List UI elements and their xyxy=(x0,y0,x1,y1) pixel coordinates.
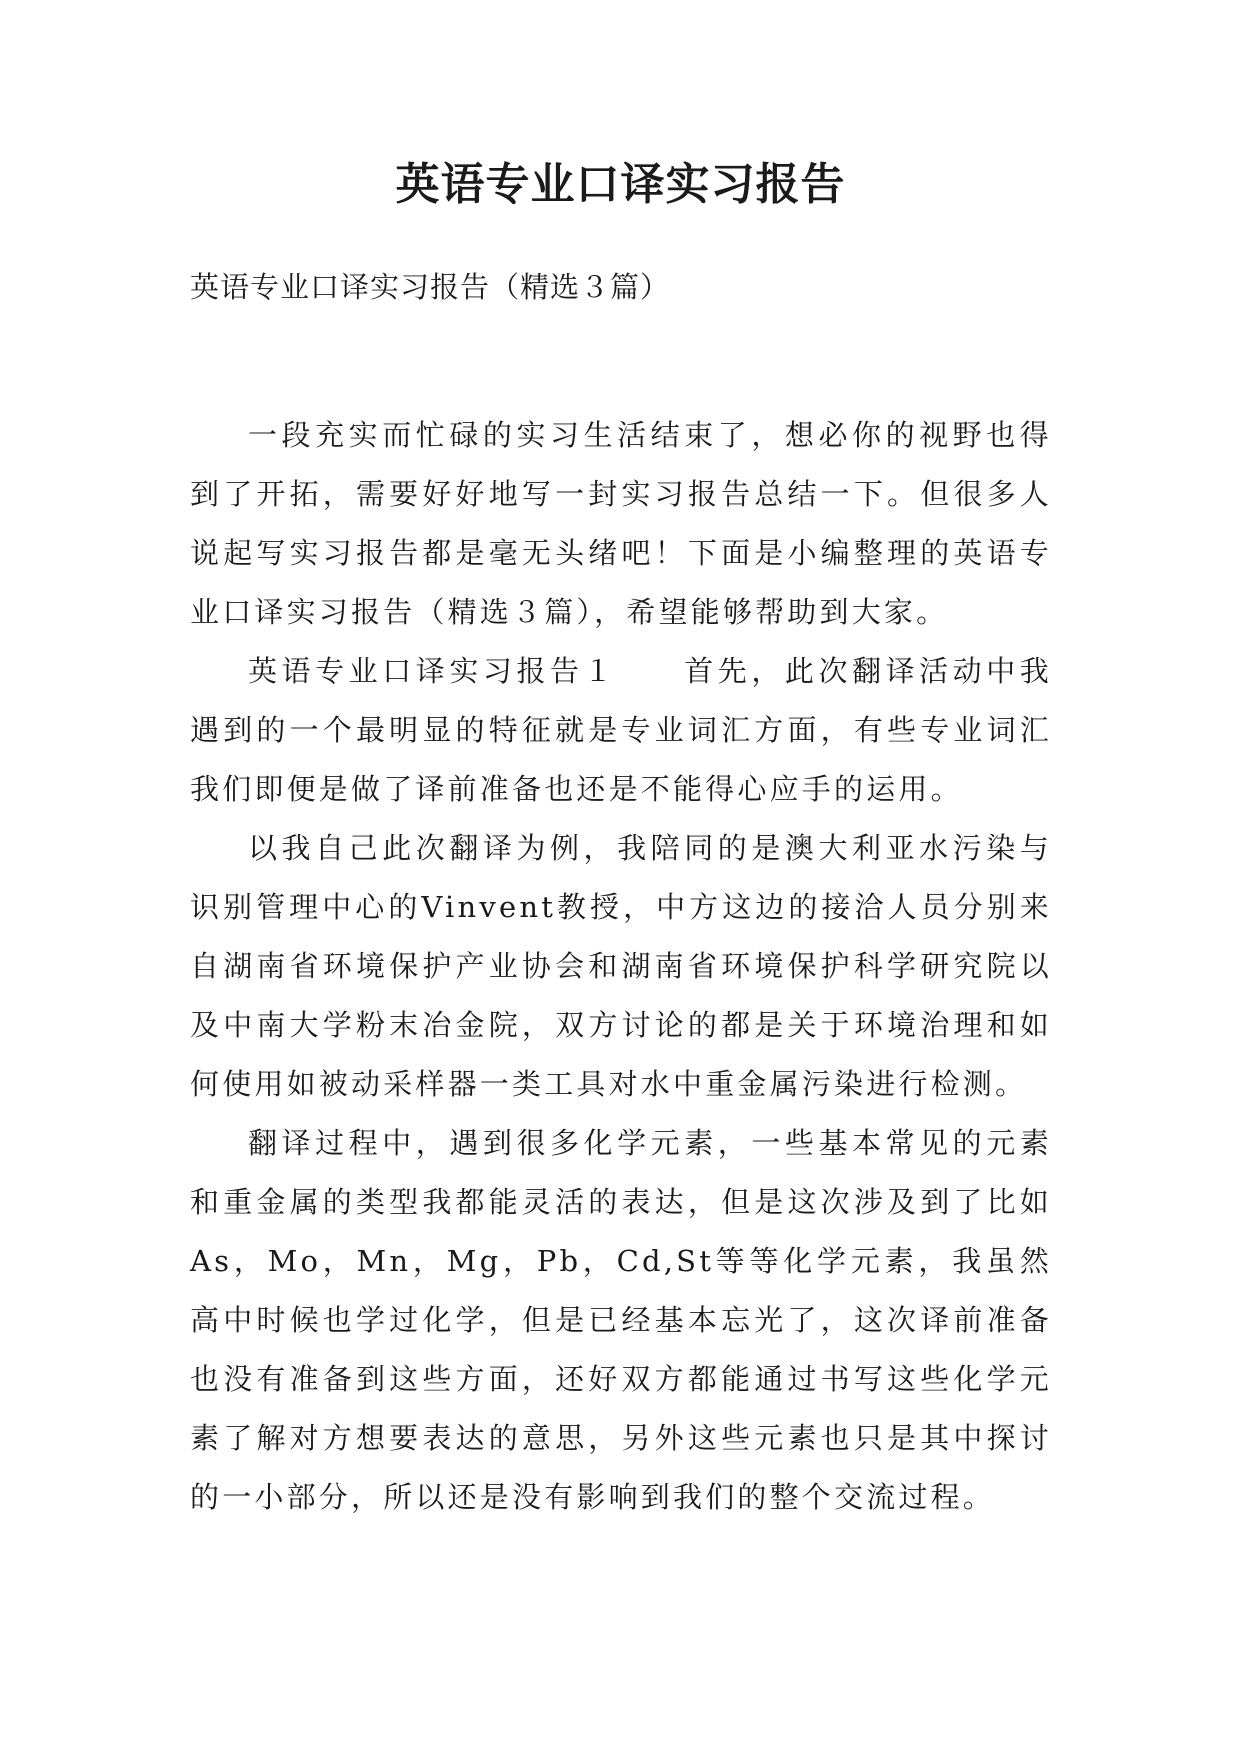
document-subtitle: 英语专业口译实习报告（精选３篇） xyxy=(190,270,671,304)
document-body xyxy=(190,406,1052,1527)
paragraph-example: 以我自己此次翻译为例，我陪同的是澳大利亚水污染与识别管理中心的Vinvent教授，中方这边的接洽人员分别来自湖南省环境保护产业协会和湖南省环境保护科学研究院以及中南大学粉末冶金院，双方讨论的都是关于环境治理和如何使用如被动采样器一类工具对水中重金属污染进行检测。 xyxy=(190,831,1052,1101)
document-title: 英语专业口译实习报告 xyxy=(395,159,846,210)
paragraph-report-1: 英语专业口译实习报告１ 首先，此次翻译活动中我遇到的一个最明显的特征就是专业词汇方面，有些专业词汇我们即便是做了译前准备也还是不能得心应手的运用。 xyxy=(190,654,1052,806)
paragraph-process: 翻译过程中，遇到很多化学元素，一些基本常见的元素和重金属的类型我都能灵活的表达，但是这次涉及到了比如As，Mo，Mn，Mg，Pb，Cd,St等等化学元素，我虽然高中时候也学过化学，但是已经基本忘光了，这次译前准备也没有准备到这些方面，还好双方都能通过书写这些化学元素了解对方想要表达的意思，另外这些元素也只是其中探讨的一小部分，所以还是没有影响到我们的整个交流过程。 xyxy=(190,1126,1052,1514)
paragraph-intro: 一段充实而忙碌的实习生活结束了，想必你的视野也得到了开拓，需要好好地写一封实习报告总结一下。但很多人说起写实习报告都是毫无头绪吧！下面是小编整理的英语专业口译实习报告（精选３篇），希望能够帮助到大家。 xyxy=(190,418,1052,629)
